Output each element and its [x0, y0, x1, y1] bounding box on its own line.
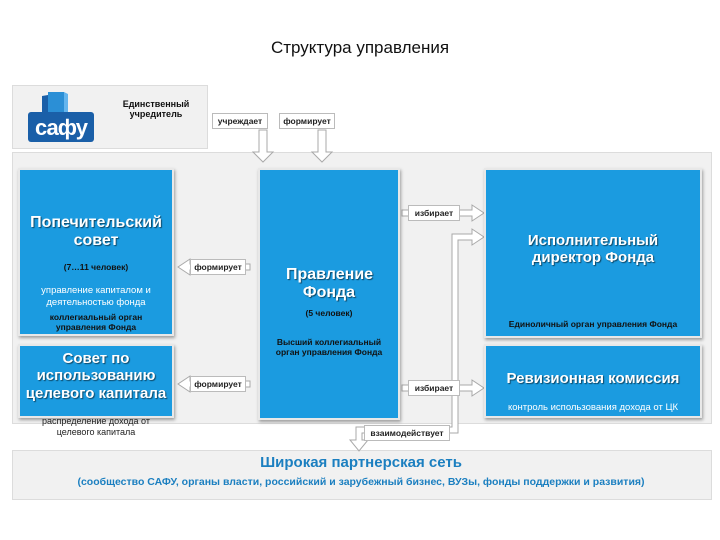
board-of-trustees-count: (7…11 человек): [63, 262, 129, 272]
partner-network-title: Широкая партнерская сеть: [260, 454, 462, 471]
label-establishes: учреждает: [212, 113, 268, 129]
page-title: Структура управления: [270, 38, 450, 57]
exec-director-box: [484, 168, 702, 338]
label-forms-2: формирует: [190, 376, 246, 392]
fund-board-box: [258, 168, 400, 420]
endowment-council-box: [18, 344, 174, 418]
arrow-establishes: [253, 130, 273, 162]
board-of-trustees-note: управление капиталом и деятельностью фонда: [41, 285, 151, 308]
endowment-council-note: распределение дохода от целевого капитала: [42, 416, 150, 437]
board-of-trustees-title: Попечительский совет: [30, 214, 162, 250]
logo-text: сафу: [35, 115, 87, 140]
fund-board-role: Высший коллегиальный орган управления Фонда: [275, 337, 383, 357]
fund-board-count: (5 человек): [305, 308, 353, 318]
arrow-forms-top: [312, 130, 332, 162]
founder-line1: Единственный: [122, 99, 190, 109]
label-forms-1: формирует: [190, 259, 246, 275]
label-forms-top: формирует: [279, 113, 335, 129]
label-interacts: взаимодействует: [364, 425, 450, 441]
audit-commission-box: [484, 344, 702, 418]
label-elects-2: избирает: [408, 380, 460, 396]
fund-board-title: Правление Фонда: [286, 266, 374, 302]
audit-commission-title: Ревизионная комиссия: [506, 370, 680, 387]
founder-line2: учредитель: [129, 109, 183, 120]
audit-commission-note: контроль использования дохода от ЦК: [507, 402, 679, 413]
board-of-trustees-box: [18, 168, 174, 336]
endowment-council-title: Совет по использованию целевого капитала: [25, 350, 167, 402]
exec-director-title: Исполнительный директор Фонда: [527, 232, 659, 267]
exec-director-role: Единоличный орган управления Фонда: [508, 319, 678, 329]
partner-network-subtitle: (сообщество САФУ, органы власти, российский и зарубежный бизнес, ВУЗы, фонды поддержки и развития): [77, 476, 645, 488]
board-of-trustees-role: коллегиальный орган управления Фонда: [49, 312, 143, 332]
label-elects-1: избирает: [408, 205, 460, 221]
